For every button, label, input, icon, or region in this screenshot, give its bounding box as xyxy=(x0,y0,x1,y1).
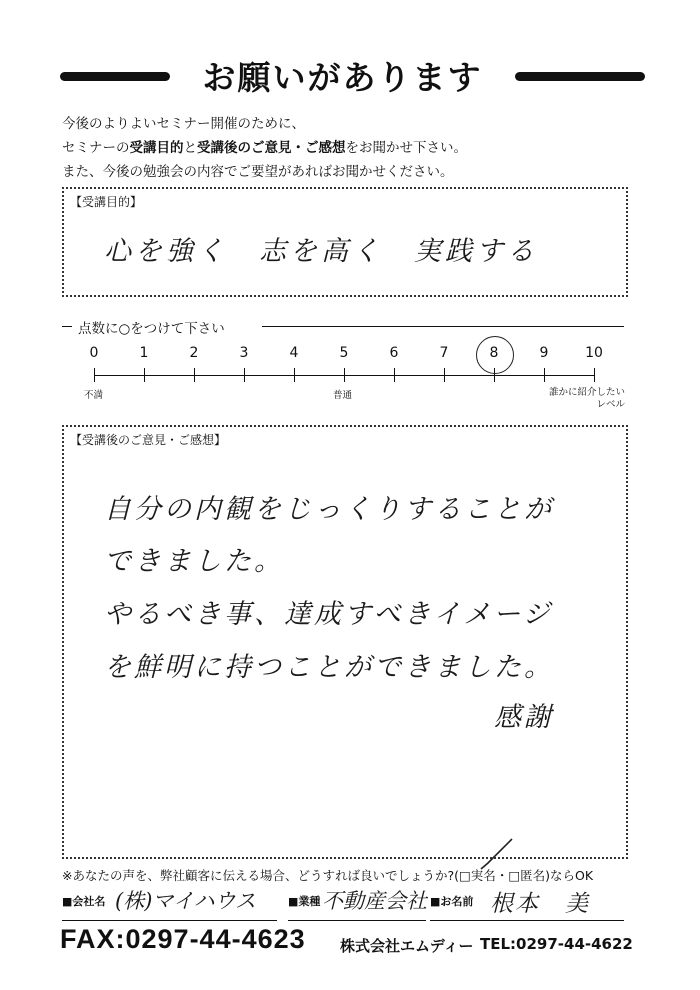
score-selected-circle xyxy=(476,336,514,374)
consent-separator: ・ xyxy=(495,868,509,883)
score-tick xyxy=(194,368,195,382)
title-right-bar xyxy=(515,72,645,81)
intro-line-2-pre: セミナーの xyxy=(62,140,130,156)
intro-line-2-post: をお聞かせ下さい。 xyxy=(345,140,467,156)
score-option-4[interactable]: 4 xyxy=(289,345,299,361)
consent-option-anonymous[interactable]: □匿名 xyxy=(508,868,546,883)
score-tick xyxy=(244,368,245,382)
fax-number: FAX:0297-44-4623 xyxy=(60,924,306,954)
opinion-line-5: 感謝 xyxy=(494,702,554,733)
footer-company-name: 株式会社エムディー xyxy=(340,937,474,955)
opinion-line-4: を鮮明に持つことができました。 xyxy=(104,652,554,683)
purpose-answer: 心を強く 志を高く 実践する xyxy=(104,236,538,267)
opinion-line-3: やるべき事、達成すべきイメージ xyxy=(104,599,553,630)
score-label-high-1: 誰かに紹介したい xyxy=(548,387,625,398)
title-left-bar xyxy=(60,72,170,81)
company-field-value[interactable]: (株)マイハウス xyxy=(115,889,256,913)
name-field-line xyxy=(430,920,624,921)
score-tick xyxy=(544,368,545,382)
intro-line-2-bold-1: 受講目的 xyxy=(129,140,184,156)
company-field-line xyxy=(62,920,277,921)
intro-line-2-bold-2: 受講後のご意見・ご感想 xyxy=(197,140,346,156)
name-field-label: ■お名前 xyxy=(430,895,474,908)
score-option-0[interactable]: 0 xyxy=(89,345,99,361)
score-label-high-2: レベル xyxy=(596,399,625,410)
company-field-label: ■会社名 xyxy=(62,895,106,908)
intro-text xyxy=(62,112,467,184)
score-tick xyxy=(444,368,445,382)
score-tick xyxy=(344,368,345,382)
score-label-mid: 普通 xyxy=(333,390,353,401)
score-option-7[interactable]: 7 xyxy=(439,345,449,361)
consent-option-real-name[interactable]: □実名 xyxy=(459,868,496,883)
score-option-3[interactable]: 3 xyxy=(239,345,249,361)
industry-field-label: ■業種 xyxy=(288,895,321,908)
score-option-10[interactable]: 10 xyxy=(585,345,603,361)
score-option-8[interactable]: 8 xyxy=(489,345,499,361)
opinion-label: 【受講後のご意見・ご感想】 xyxy=(70,433,227,447)
opinion-line-2: できました。 xyxy=(104,546,284,577)
score-option-9[interactable]: 9 xyxy=(539,345,549,361)
score-option-1[interactable]: 1 xyxy=(139,345,149,361)
score-label-low: 不満 xyxy=(84,390,104,401)
score-tick xyxy=(594,368,595,382)
consent-tail: )ならOK xyxy=(545,868,594,883)
tel-number: TEL:0297-44-4622 xyxy=(480,935,633,953)
consent-question: ※あなたの声を、弊社顧客に伝える場合、どうすれば良いでしょうか?( xyxy=(62,868,459,883)
score-option-6[interactable]: 6 xyxy=(389,345,399,361)
purpose-label: 【受講目的】 xyxy=(70,195,143,209)
purpose-box[interactable] xyxy=(62,187,628,297)
score-tick xyxy=(144,368,145,382)
score-tick xyxy=(94,368,95,382)
score-heading-dash xyxy=(62,326,72,327)
industry-field-line xyxy=(288,920,426,921)
intro-line-2 xyxy=(62,136,467,160)
name-field-value[interactable]: 根本 美 xyxy=(490,891,590,917)
consent-check-mark xyxy=(476,835,516,875)
intro-line-2-mid: と xyxy=(183,140,197,156)
score-option-2[interactable]: 2 xyxy=(189,345,199,361)
score-heading-rule xyxy=(262,326,624,327)
score-option-5[interactable]: 5 xyxy=(339,345,349,361)
score-label-high xyxy=(545,387,625,411)
opinion-line-1: 自分の内観をじっくりすることが xyxy=(104,494,554,525)
score-tick xyxy=(394,368,395,382)
intro-line-1: 今後のよりよいセミナー開催のために、 xyxy=(62,116,305,132)
score-tick xyxy=(294,368,295,382)
industry-field-value[interactable]: 不動産会社 xyxy=(322,889,427,913)
intro-line-3: また、今後の勉強会の内容でご要望があればお聞かせください。 xyxy=(62,164,454,180)
score-heading: 点数に○をつけて下さい xyxy=(78,321,225,337)
opinion-box[interactable] xyxy=(62,425,628,859)
page-title: お願いがあります xyxy=(202,58,483,97)
